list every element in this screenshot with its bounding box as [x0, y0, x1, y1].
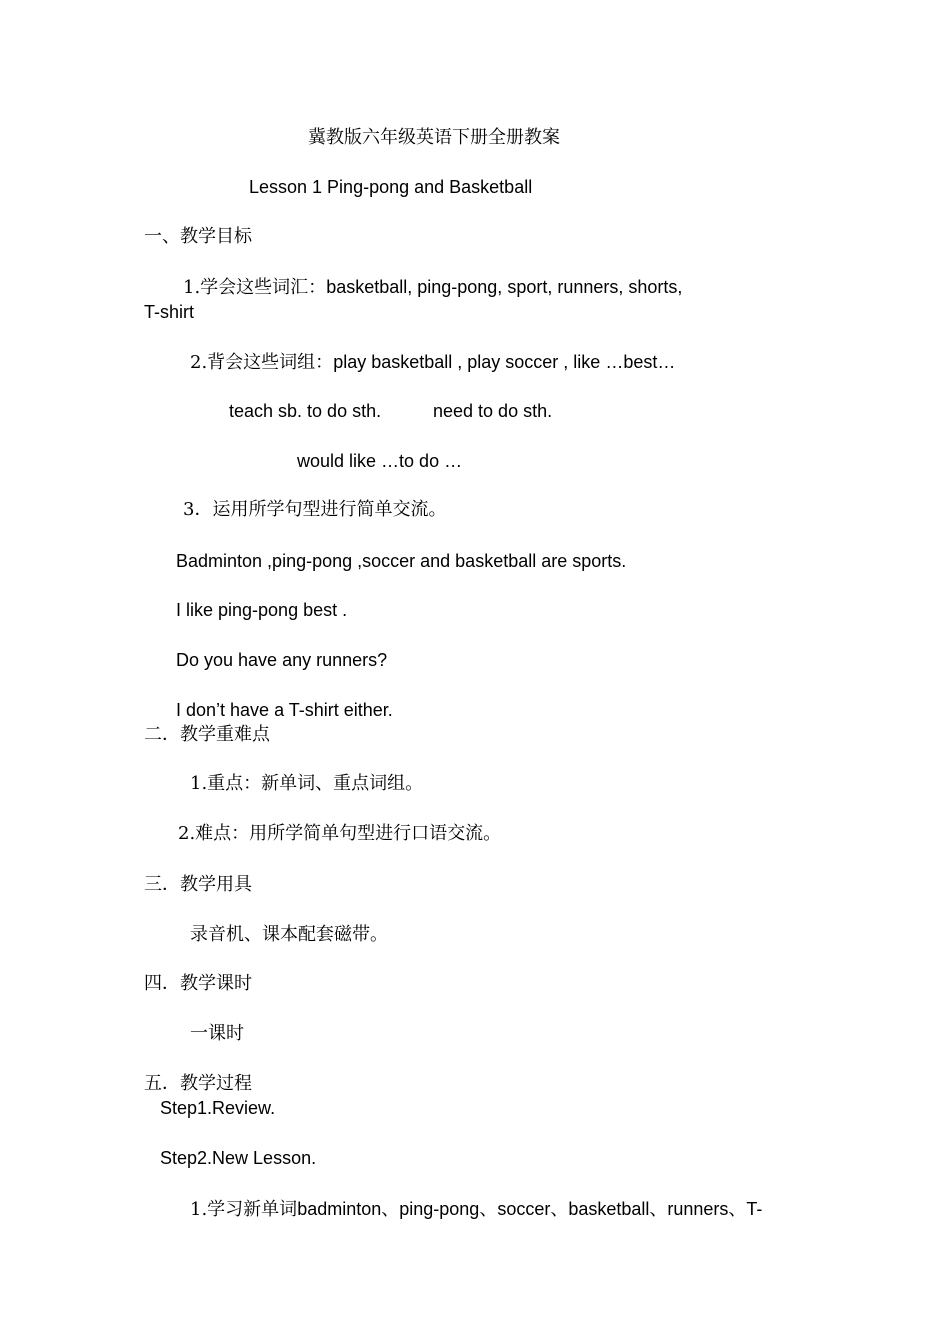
tools-text: 录音机、课本配套磁带。 [190, 924, 388, 945]
objective-2-phrases: play basketball , play soccer , like …best… [333, 352, 676, 372]
period-text: 一课时 [190, 1023, 244, 1044]
objective-1-words: basketball, ping-pong, sport, runners, shorts, [326, 277, 683, 297]
section-heading-period: 四．教学课时 [144, 973, 252, 994]
section-heading-objectives: 一、教学目标 [144, 226, 252, 247]
phrase-would-like: would like …to do … [297, 451, 463, 471]
section-heading-process: 五．教学过程 [144, 1073, 252, 1094]
sentence-4: I don’t have a T-shirt either. [176, 700, 393, 720]
objective-2-label: 2.背会这些词组： [190, 352, 334, 373]
sentence-2: I like ping-pong best . [176, 600, 348, 620]
phrase-teach: teach sb. to do sth. [229, 401, 382, 421]
step-2-item-1 [190, 1198, 762, 1221]
step-2-item-1-label: 1.学习新单词 [190, 1199, 298, 1220]
step-2: Step2.New Lesson. [160, 1148, 317, 1168]
step-1: Step1.Review. [160, 1098, 276, 1118]
objective-1-wrap: T-shirt [144, 302, 195, 322]
step-2-item-1-words: badminton、ping-pong、soccer、basketball、runners、T- [297, 1199, 763, 1219]
sentence-3: Do you have any runners? [176, 650, 388, 670]
sentence-1: Badminton ,ping-pong ,soccer and basketball are sports. [176, 551, 627, 571]
objective-1-label: 1.学会这些词汇： [183, 277, 327, 298]
key-point-2: 2.难点：用所学简单句型进行口语交流。 [178, 823, 502, 844]
section-heading-tools: 三．教学用具 [144, 874, 252, 895]
phrase-need: need to do sth. [433, 401, 553, 421]
document-title: 冀教版六年级英语下册全册教案 [308, 127, 560, 148]
section-heading-key-points: 二．教学重难点 [144, 724, 270, 745]
objective-3: 3．运用所学句型进行简单交流。 [183, 499, 447, 520]
objective-2 [190, 351, 675, 374]
key-point-1: 1.重点：新单词、重点词组。 [190, 773, 424, 794]
lesson-title: Lesson 1 Ping-pong and Basketball [249, 177, 533, 197]
objective-1 [183, 276, 682, 299]
